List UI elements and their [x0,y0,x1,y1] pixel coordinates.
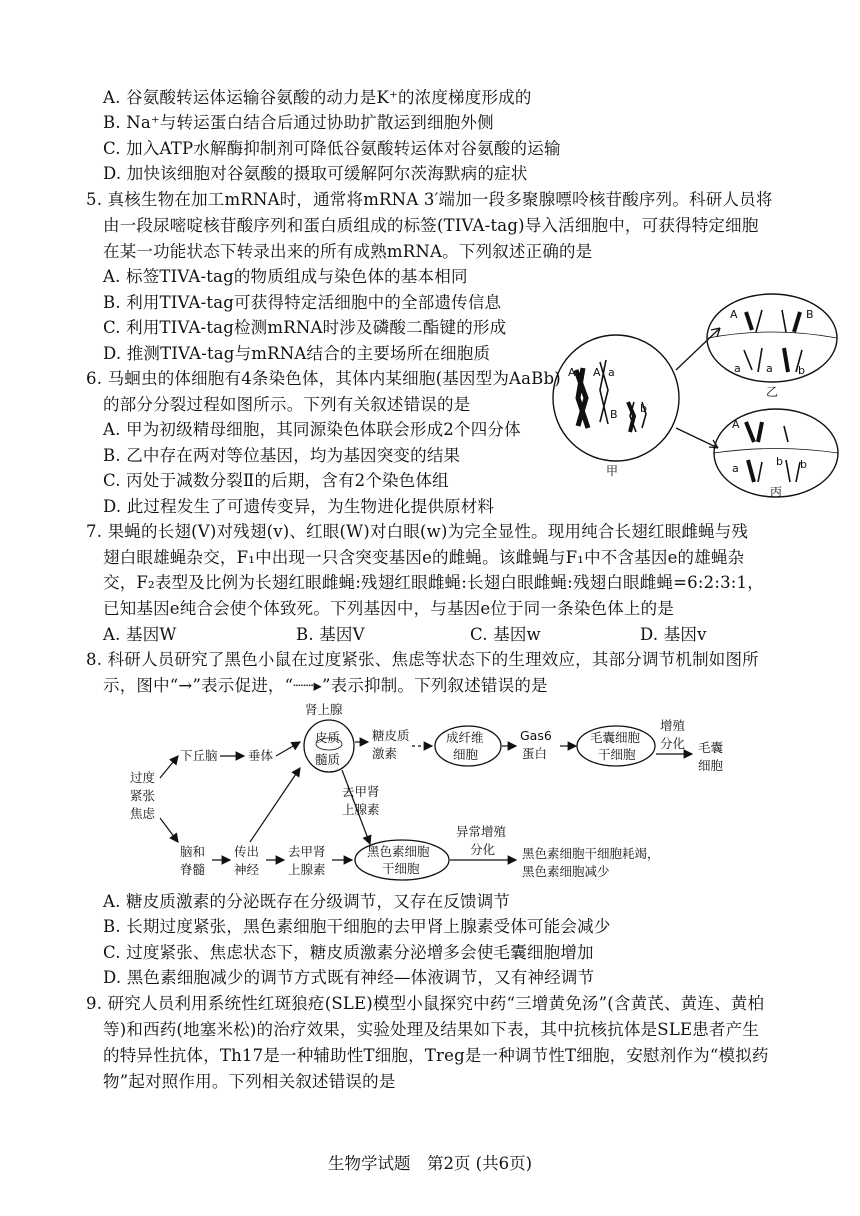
q9-stem-line-4: 物”起对照作用。下列相关叙述错误的是 [103,1072,396,1091]
result-label-1: 黑色素细胞干细胞耗竭， [522,846,660,861]
q7-option-d: D. 基因v [640,625,707,644]
q4-option-a: A. 谷氨酸转运体运输谷氨酸的动力是K⁺的浓度梯度形成的 [103,88,532,107]
result-label-2: 黑色素细胞减少 [522,864,610,879]
cell-yi-gene-a-lower-2: a [766,362,773,375]
q5-option-c: C. 利用TIVA-tag检测mRNA时涉及磷酸二酯键的形成 [103,318,507,337]
q8-option-b: B. 长期过度紧张，黑色素细胞干细胞的去甲肾上腺素受体可能会减少 [103,917,611,936]
cell-bing-gene-b-2: b [800,458,807,471]
q8-option-d: D. 黑色素细胞减少的调节方式既有神经—体液调节，又有神经调节 [103,968,595,987]
q4-option-d: D. 加快该细胞对谷氨酸的摄取可缓解阿尔茨海默病的症状 [103,164,528,183]
q7-stem-line-4: 已知基因e纯合会使个体致死。下列基因中，与基因e位于同一条染色体上的是 [103,599,675,618]
efferent-label-2: 神经 [234,862,260,877]
cell-jia-gene-b-lower: b [640,402,647,415]
spinal-label-1: 脑和 [180,844,206,859]
q9-stem-line-1: 9. 研究人员利用系统性红斑狼疮(SLE)模型小鼠探究中药“三增黄免汤”(含黄芪、黄连、黄柏 [86,994,765,1013]
q7-stem-line-2: 翅白眼雄蝇杂交，F₁中出现一只含突变基因e的雌蝇。该雌蝇与F₁中不含基因e的雄蝇杂 [103,548,745,567]
cell-division-figure [548,290,848,500]
q8-option-a: A. 糖皮质激素的分泌既存在分级调节，又存在反馈调节 [103,892,511,911]
abnormal-proliferation-label-2: 分化 [470,842,496,857]
q7-option-c: C. 基因w [470,625,541,644]
cell-bing-gene-a-lower: a [732,462,739,475]
abnormal-proliferation-label-1: 异常增殖 [456,824,507,839]
gas6-label-1: Gas6 [520,728,552,743]
hair-follicle-stem-label-2: 干细胞 [598,747,636,762]
stress-regulation-diagram [120,700,760,890]
gas6-label-2: 蛋白 [522,746,548,761]
medulla-label: 髓质 [315,752,341,767]
adrenal-label: 肾上腺 [305,702,343,717]
hair-follicle-stem-label-1: 毛囊细胞 [590,730,641,745]
q4-option-b: B. Na⁺与转运蛋白结合后通过协助扩散运到细胞外侧 [103,113,494,132]
cell-bing-gene-a-upper: A [732,418,740,431]
cell-yi-gene-b-lower: b [798,364,805,377]
cell-bing-chromosomes [746,422,800,482]
q5-option-b: B. 利用TIVA-tag可获得特定活细胞中的全部遗传信息 [103,293,502,312]
glucocorticoid-label-1: 糖皮质 [372,728,410,743]
cell-jia-gene-b-upper: B [610,408,618,421]
q7-stem-line-1: 7. 果蝇的长翅(V)对残翅(v)、红眼(W)对白眼(w)为完全显性。现用纯合长翅红眼雌蝇与残 [86,522,749,541]
cell-yi-chromosomes [744,310,802,372]
q5-stem-line-2: 由一段尿嘧啶核苷酸序列和蛋白质组成的标签(TIVA-tag)导入活细胞中，可获得特定细胞 [103,216,759,235]
q4-option-c: C. 加入ATP水解酶抑制剂可降低谷氨酸转运体对谷氨酸的运输 [103,139,561,158]
fibroblast-label-1: 成纤维 [446,730,484,745]
stress-text-3: 焦虑 [130,806,156,821]
cell-yi-gene-a-upper: A [730,308,738,321]
q6-stem-line-2: 的部分分裂过程如图所示。下列有关叙述错误的是 [103,395,471,414]
q5-stem-line-3: 在某一功能状态下转录出来的所有成熟mRNA。下列叙述正确的是 [103,242,593,261]
cortex-label: 皮质 [315,730,341,745]
hypothalamus-label: 下丘脑 [180,748,218,763]
cell-bing-gene-b-1: b [776,455,783,468]
cell-jia-outline [553,335,679,461]
q8-stem-line-1: 8. 科研人员研究了黑色小鼠在过度紧张、焦虑等状态下的生理效应，其部分调节机制如图所 [86,650,759,669]
q5-option-a: A. 标签TIVA-tag的物质组成与染色体的基本相同 [103,267,468,286]
norepi-top-label-1: 去甲肾 [342,784,380,799]
q6-option-c: C. 丙处于减数分裂Ⅱ的后期，含有2个染色体组 [103,471,449,490]
q7-stem-line-3: 交，F₂表型及比例为长翅红眼雌蝇:残翅红眼雌蝇:长翅白眼雌蝇:残翅白眼雌蝇=6:2:3:1， [103,573,764,592]
q7-option-a: A. 基因W [103,625,177,644]
q6-option-a: A. 甲为初级精母细胞，其同源染色体联会形成2个四分体 [103,420,521,439]
cell-yi-gene-a-lower: a [734,362,741,375]
page-footer: 生物学试题 第2页 (共6页) [327,1154,533,1173]
pituitary-label: 垂体 [248,748,274,763]
q7-option-b: B. 基因V [296,625,365,644]
proliferation-label-2: 分化 [660,736,686,751]
spinal-label-2: 脊髓 [180,862,206,877]
norepi-bottom-label-2: 上腺素 [288,862,326,877]
stress-text-1: 过度 [130,770,156,785]
cell-jia-gene-a-upper-2: A [593,366,601,379]
cell-jia-gene-a-upper: A [568,366,576,379]
cell-yi-label: 乙 [766,385,779,399]
norepi-top-label-2: 上腺素 [342,802,380,817]
glucocorticoid-label-2: 激素 [372,746,398,761]
cell-jia-gene-a-lower: a [608,366,615,379]
q6-stem-line-1: 6. 马蛔虫的体细胞有4条染色体，其体内某细胞(基因型为AaBb) [86,369,561,388]
q5-option-d: D. 推测TIVA-tag与mRNA结合的主要场所在细胞质 [103,344,491,363]
q9-stem-line-2: 等)和西药(地塞米松)的治疗效果，实验处理及结果如下表，其中抗核抗体是SLE患者产生 [103,1020,760,1039]
hair-follicle-cell-label-1: 毛囊 [698,740,724,755]
q6-option-d: D. 此过程发生了可遗传变异，为生物进化提供原材料 [103,497,495,516]
cell-jia-label: 甲 [606,464,619,478]
melanocyte-stem-label-2: 干细胞 [382,861,420,876]
cell-yi-gene-b-upper: B [806,308,814,321]
q5-stem-line-1: 5. 真核生物在加工mRNA时，通常将mRNA 3′端加一段多聚腺嘌呤核苷酸序列。科研人员将 [86,190,773,209]
cell-bing-label: 丙 [770,485,783,499]
q6-option-b: B. 乙中存在两对等位基因，均为基因突变的结果 [103,446,461,465]
fibroblast-label-2: 细胞 [453,747,479,762]
q8-option-c: C. 过度紧张、焦虑状态下，糖皮质激素分泌增多会使毛囊细胞增加 [103,943,594,962]
stress-text-2: 紧张 [130,788,156,803]
melanocyte-stem-label-1: 黑色素细胞 [367,844,430,859]
q8-stem-line-2: 示，图中“→”表示促进，“┈┈▸”表示抑制。下列叙述错误的是 [103,676,548,695]
proliferation-label-1: 增殖 [660,718,686,733]
efferent-label-1: 传出 [234,844,260,859]
q9-stem-line-3: 的特异性抗体，Th17是一种辅助性T细胞，Treg是一种调节性T细胞，安慰剂作为“模拟药 [103,1046,769,1065]
norepi-bottom-label-1: 去甲肾 [288,844,326,859]
hair-follicle-cell-label-2: 细胞 [698,758,724,773]
